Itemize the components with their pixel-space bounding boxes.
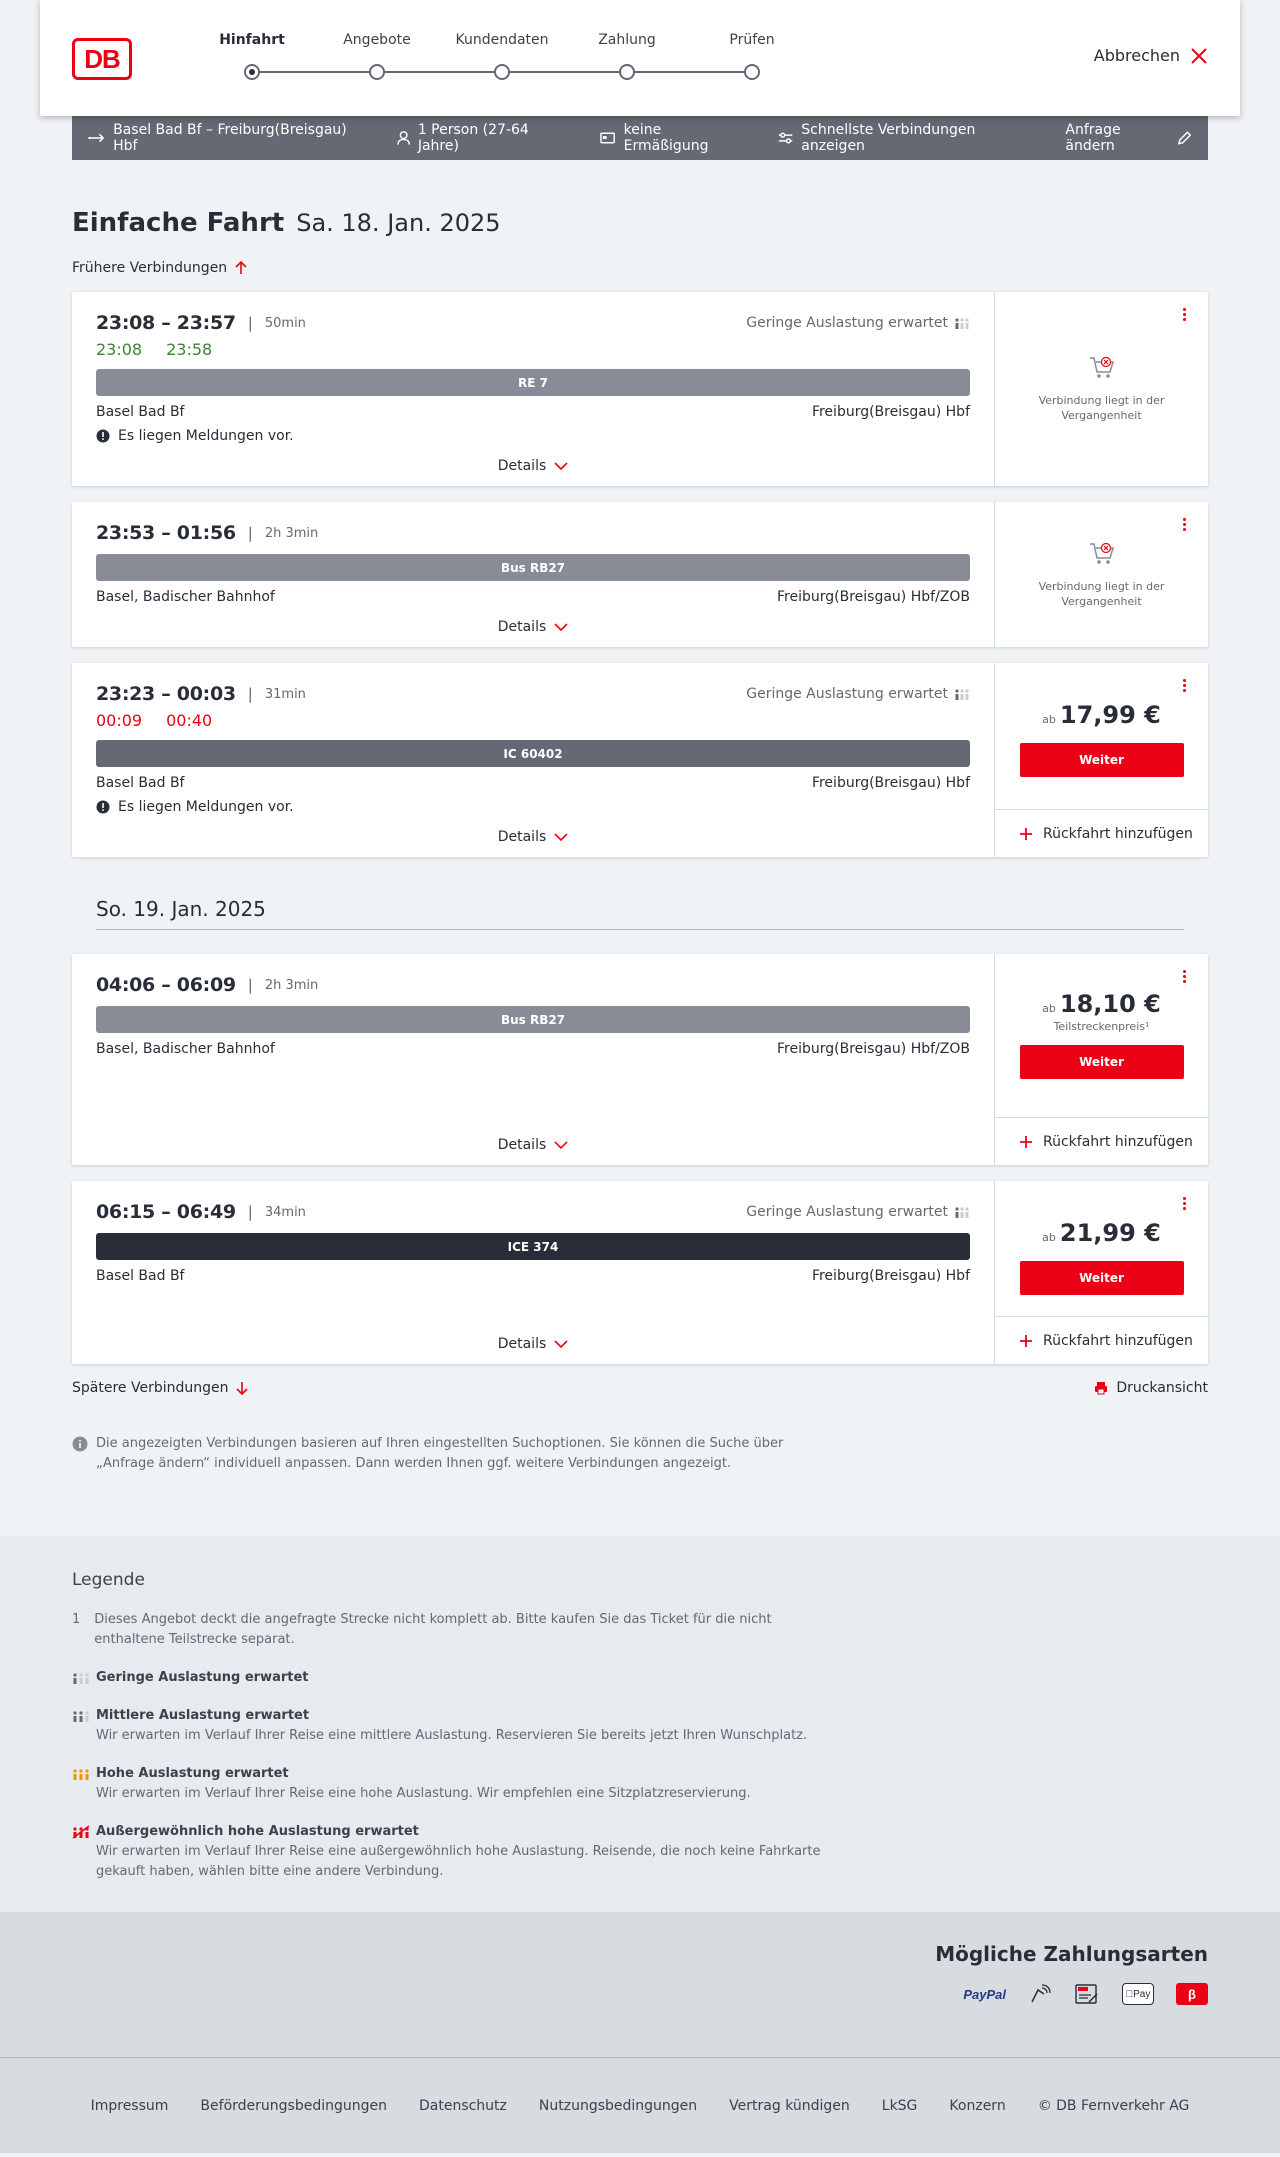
plus-icon <box>1019 1135 1033 1149</box>
db-logo[interactable]: DB <box>72 38 132 80</box>
legend-item <box>72 1764 1208 1804</box>
earlier-connections-label: Frühere Verbindungen <box>72 260 228 276</box>
print-view-label: Druckansicht <box>1116 1380 1208 1396</box>
footer-link-konzern[interactable]: Konzern <box>949 2097 1006 2114</box>
departure-station: Basel Bad Bf <box>96 1268 185 1284</box>
occupancy-low-icon <box>954 316 970 330</box>
details-label: Details <box>497 829 547 845</box>
route-info <box>88 122 363 154</box>
connection-card <box>72 954 1208 1165</box>
connection-info <box>72 663 994 857</box>
paypal-icon: PayPal <box>963 1986 1006 2002</box>
message-text: Es liegen Meldungen vor. <box>118 799 294 815</box>
add-return-label: Rückfahrt hinzufügen <box>1043 1332 1193 1349</box>
details-label: Details <box>497 1336 547 1352</box>
connection-info <box>72 292 994 486</box>
message-notice <box>96 428 970 444</box>
departure-station: Basel, Badischer Bahnhof <box>96 1041 275 1057</box>
cart-unavailable-icon <box>1088 541 1116 567</box>
chevron-down-icon <box>554 1141 568 1149</box>
card-icon <box>600 132 615 144</box>
step-hinfahrt: Hinfahrt <box>219 32 285 48</box>
more-options-icon[interactable] <box>1176 677 1192 697</box>
step-zahlung: Zahlung <box>598 32 656 48</box>
connection-duration: 2h 3min <box>264 525 319 541</box>
alert-icon <box>96 429 110 443</box>
contactless-card-icon <box>1028 1982 1052 2006</box>
arrow-down-icon <box>236 1381 248 1395</box>
connection-duration: 50min <box>264 315 306 331</box>
arrival-station: Freiburg(Breisgau) Hbf/ZOB <box>777 1041 970 1057</box>
connection-times: 23:08 – 23:57 <box>96 312 236 334</box>
discount-text: keine Ermäßigung <box>623 122 709 154</box>
footer-link-nutzungsbedingungen[interactable]: Nutzungsbedingungen <box>538 2097 698 2114</box>
connection-times: 06:15 – 06:49 <box>96 1201 236 1223</box>
realtime-times <box>96 711 970 730</box>
offer-panel <box>994 663 1208 857</box>
option-info <box>778 122 1031 154</box>
close-icon <box>1190 47 1208 65</box>
separator: | <box>247 976 253 994</box>
legend-footnote <box>72 1610 832 1650</box>
footer-link-vertrag-kuendigen[interactable]: Vertrag kündigen <box>729 2097 850 2114</box>
continue-button[interactable]: Weiter <box>1020 1045 1184 1079</box>
step-angebote: Angebote <box>343 32 411 48</box>
details-button[interactable] <box>498 829 569 845</box>
occupancy-info <box>746 1204 970 1220</box>
more-options-icon[interactable] <box>1176 516 1192 536</box>
price-prefix: ab <box>1042 713 1056 726</box>
legend-item-desc: Wir erwarten im Verlauf Ihrer Reise eine außergewöhnlich hohe Auslastung. Reisende, die noch keine Fahrkarte gekauft haben, wählen bitte eine andere Verbindung. <box>96 1844 821 1879</box>
realtime-arrival: 00:40 <box>166 711 213 730</box>
search-summary-bar <box>72 116 1208 160</box>
arrival-station: Freiburg(Breisgau) Hbf/ZOB <box>777 589 970 605</box>
price-prefix: ab <box>1042 1231 1056 1244</box>
occupancy-exceptional-icon <box>72 1825 90 1839</box>
separator: | <box>247 524 253 542</box>
connection-card <box>72 292 1208 486</box>
connection-times: 23:23 – 00:03 <box>96 683 236 705</box>
payment-title: Mögliche Zahlungsarten <box>935 1942 1208 1966</box>
discount-info <box>600 122 744 154</box>
plus-icon <box>1019 827 1033 841</box>
message-notice <box>96 799 970 815</box>
step-dot-zahlung <box>619 64 635 80</box>
details-button[interactable] <box>498 1336 569 1352</box>
footnote-text: Dieses Angebot deckt die angefragte Strecke nicht komplett ab. Bitte kaufen Sie das Ticket für die nicht enthaltene Teilstrecke separat. <box>94 1612 772 1647</box>
connection-duration: 2h 3min <box>264 977 319 993</box>
cancel-button[interactable] <box>1094 46 1208 65</box>
arrival-station: Freiburg(Breisgau) Hbf <box>811 1268 970 1284</box>
legend-item-title: Hohe Auslastung erwartet <box>96 1766 289 1781</box>
price-prefix: ab <box>1042 1002 1056 1015</box>
separator: | <box>247 1203 253 1221</box>
realtime-departure: 23:08 <box>96 340 143 359</box>
more-options-icon[interactable] <box>1176 1195 1192 1215</box>
add-return-label: Rückfahrt hinzufügen <box>1043 1133 1193 1150</box>
connection-card <box>72 1181 1208 1364</box>
footer-copyright: © DB Fernverkehr AG <box>1037 2097 1190 2114</box>
occupancy-medium-icon <box>72 1709 90 1723</box>
plus-icon <box>1019 1334 1033 1348</box>
step-dot-angebote <box>369 64 385 80</box>
edit-request-button[interactable] <box>1065 122 1192 154</box>
legend-section <box>0 1536 1280 1912</box>
payment-icons <box>72 1982 1208 2006</box>
day-separator: So. 19. Jan. 2025 <box>96 897 1184 930</box>
step-dot-kundendaten <box>494 64 510 80</box>
step-kundendaten: Kundendaten <box>455 32 549 48</box>
route-text: Basel Bad Bf – Freiburg(Breisgau) Hbf <box>113 122 347 154</box>
printer-icon <box>1094 1381 1108 1395</box>
details-label: Details <box>497 1137 547 1153</box>
train-bar[interactable]: RE 7 <box>96 369 970 396</box>
footer-link-impressum[interactable]: Impressum <box>90 2097 169 2114</box>
edit-request-label: Anfrage ändern <box>1065 122 1121 154</box>
chevron-down-icon <box>554 462 568 470</box>
legend-item <box>72 1668 1208 1688</box>
connection-info <box>72 502 994 647</box>
connection-duration: 31min <box>264 686 306 702</box>
connection-info <box>72 954 994 1165</box>
footer-link-lksg[interactable]: LkSG <box>881 2097 918 2114</box>
add-return-button[interactable] <box>995 1316 1208 1364</box>
legend-item-desc: Wir erwarten im Verlauf Ihrer Reise eine hohe Auslastung. Wir empfehlen eine Sitzplatzreservierung. <box>96 1786 751 1801</box>
person-icon <box>397 130 410 146</box>
legend-title: Legende <box>72 1570 145 1590</box>
chevron-down-icon <box>554 833 568 841</box>
step-dot-pruefen <box>744 64 760 80</box>
arrival-station: Freiburg(Breisgau) Hbf <box>811 775 970 791</box>
connection-duration: 34min <box>264 1204 306 1220</box>
legend-item-title: Mittlere Auslastung erwartet <box>96 1708 310 1723</box>
occupancy-low-icon <box>954 687 970 701</box>
arrow-up-icon <box>235 261 247 275</box>
occupancy-text: Geringe Auslastung erwartet <box>746 315 948 331</box>
more-options-icon[interactable] <box>1176 306 1192 326</box>
bottom-links <box>72 1380 1208 1396</box>
add-return-button[interactable] <box>995 1117 1208 1165</box>
train-bar[interactable]: ICE 374 <box>96 1233 970 1260</box>
price-amount: 21,99 € <box>1059 1219 1161 1247</box>
realtime-times <box>96 340 970 359</box>
past-connection-text: Verbindung liegt in der Vergangenheit <box>1038 394 1165 422</box>
more-options-icon[interactable] <box>1176 968 1192 988</box>
cancel-label: Abbrechen <box>1093 46 1180 65</box>
pencil-icon <box>1177 130 1192 146</box>
earlier-connections-link[interactable] <box>72 260 247 276</box>
search-info-text: Die angezeigten Verbindungen basieren auf Ihren eingestellten Suchoptionen. Sie können die Suche über „Anfrage ändern“ individuell anpassen. Dann werden Ihnen ggf. weitere Verbindungen angezeigt. <box>96 1436 784 1471</box>
price-amount: 17,99 € <box>1059 701 1161 729</box>
passenger-info <box>397 122 567 154</box>
details-button[interactable] <box>498 1137 569 1153</box>
chevron-down-icon <box>554 623 568 631</box>
legend-item <box>72 1822 1208 1882</box>
details-label: Details <box>497 619 547 635</box>
apple-pay-icon: Pay <box>1122 1983 1154 2005</box>
occupancy-high-icon <box>72 1767 90 1781</box>
legend-item-title: Geringe Auslastung erwartet <box>96 1670 309 1685</box>
message-text: Es liegen Meldungen vor. <box>118 428 294 444</box>
occupancy-text: Geringe Auslastung erwartet <box>746 686 948 702</box>
details-button[interactable] <box>498 619 569 635</box>
add-return-label: Rückfahrt hinzufügen <box>1043 825 1193 842</box>
details-button[interactable] <box>498 458 569 474</box>
progress-steps <box>210 32 775 82</box>
connection-card <box>72 502 1208 647</box>
add-return-button[interactable] <box>995 809 1208 857</box>
chevron-down-icon <box>554 1340 568 1348</box>
occupancy-low-icon <box>72 1671 90 1685</box>
step-dot-hinfahrt <box>244 64 260 80</box>
legend-item <box>72 1706 1208 1746</box>
page-heading <box>72 208 1208 238</box>
train-bar[interactable]: Bus RB27 <box>96 1006 970 1033</box>
continue-button[interactable]: Weiter <box>1020 1261 1184 1295</box>
arrow-right-icon <box>88 133 105 143</box>
connection-times: 04:06 – 06:09 <box>96 974 236 996</box>
offer-panel <box>994 502 1208 647</box>
search-info-note <box>72 1434 832 1474</box>
separator: | <box>247 685 253 703</box>
page-title: Einfache Fahrt <box>72 208 285 238</box>
option-text: Schnellste Verbindungen anzeigen <box>801 122 976 154</box>
footer-link-befoerderungsbedingungen[interactable]: Beförderungsbedingungen <box>200 2097 387 2114</box>
results-main <box>72 208 1208 1474</box>
offer-panel <box>994 954 1208 1165</box>
travel-date: Sa. 18. Jan. 2025 <box>296 209 501 237</box>
alert-icon <box>96 800 110 814</box>
departure-station: Basel Bad Bf <box>96 404 185 420</box>
footer <box>0 2057 1280 2153</box>
departure-station: Basel, Badischer Bahnhof <box>96 589 275 605</box>
passenger-text: 1 Person (27-64 Jahre) <box>417 122 529 154</box>
sepa-direct-debit-icon <box>1074 1982 1100 2006</box>
connection-info <box>72 1181 994 1364</box>
realtime-arrival: 23:58 <box>166 340 213 359</box>
separator: | <box>247 314 253 332</box>
train-bar[interactable]: IC 60402 <box>96 740 970 767</box>
connection-card <box>72 663 1208 857</box>
header <box>40 0 1240 116</box>
info-icon <box>72 1436 88 1452</box>
occupancy-low-icon <box>954 1205 970 1219</box>
connection-times: 23:53 – 01:56 <box>96 522 236 544</box>
realtime-departure: 00:09 <box>96 711 143 730</box>
settings-sliders-icon <box>778 131 793 145</box>
occupancy-info <box>746 315 970 331</box>
step-pruefen: Prüfen <box>729 32 775 48</box>
later-connections-link[interactable] <box>72 1380 248 1396</box>
price-amount: 18,10 € <box>1059 990 1161 1018</box>
occupancy-text: Geringe Auslastung erwartet <box>746 1204 948 1220</box>
footer-link-datenschutz[interactable]: Datenschutz <box>418 2097 507 2114</box>
footnote-number: 1 <box>72 1612 81 1627</box>
payment-section <box>0 1912 1280 2057</box>
print-view-link[interactable] <box>1094 1380 1208 1396</box>
partial-price-note: Teilstreckenpreis¹ <box>1053 1020 1150 1033</box>
offer-panel <box>994 292 1208 486</box>
departure-station: Basel Bad Bf <box>96 775 185 791</box>
continue-button[interactable]: Weiter <box>1020 743 1184 777</box>
later-connections-label: Spätere Verbindungen <box>72 1380 229 1396</box>
past-connection-text: Verbindung liegt in der Vergangenheit <box>1038 579 1165 608</box>
details-label: Details <box>497 458 547 474</box>
arrival-station: Freiburg(Breisgau) Hbf <box>811 404 970 420</box>
occupancy-info <box>746 686 970 702</box>
train-bar[interactable]: Bus RB27 <box>96 554 970 581</box>
legend-item-title: Außergewöhnlich hohe Auslastung erwartet <box>96 1824 419 1839</box>
legend-item-desc: Wir erwarten im Verlauf Ihrer Reise eine mittlere Auslastung. Reservieren Sie bereits jetzt Ihren Wunschplatz. <box>96 1728 808 1743</box>
db-payment-icon: β <box>1176 1983 1208 2005</box>
offer-panel <box>994 1181 1208 1364</box>
cart-unavailable-icon <box>1088 355 1116 381</box>
